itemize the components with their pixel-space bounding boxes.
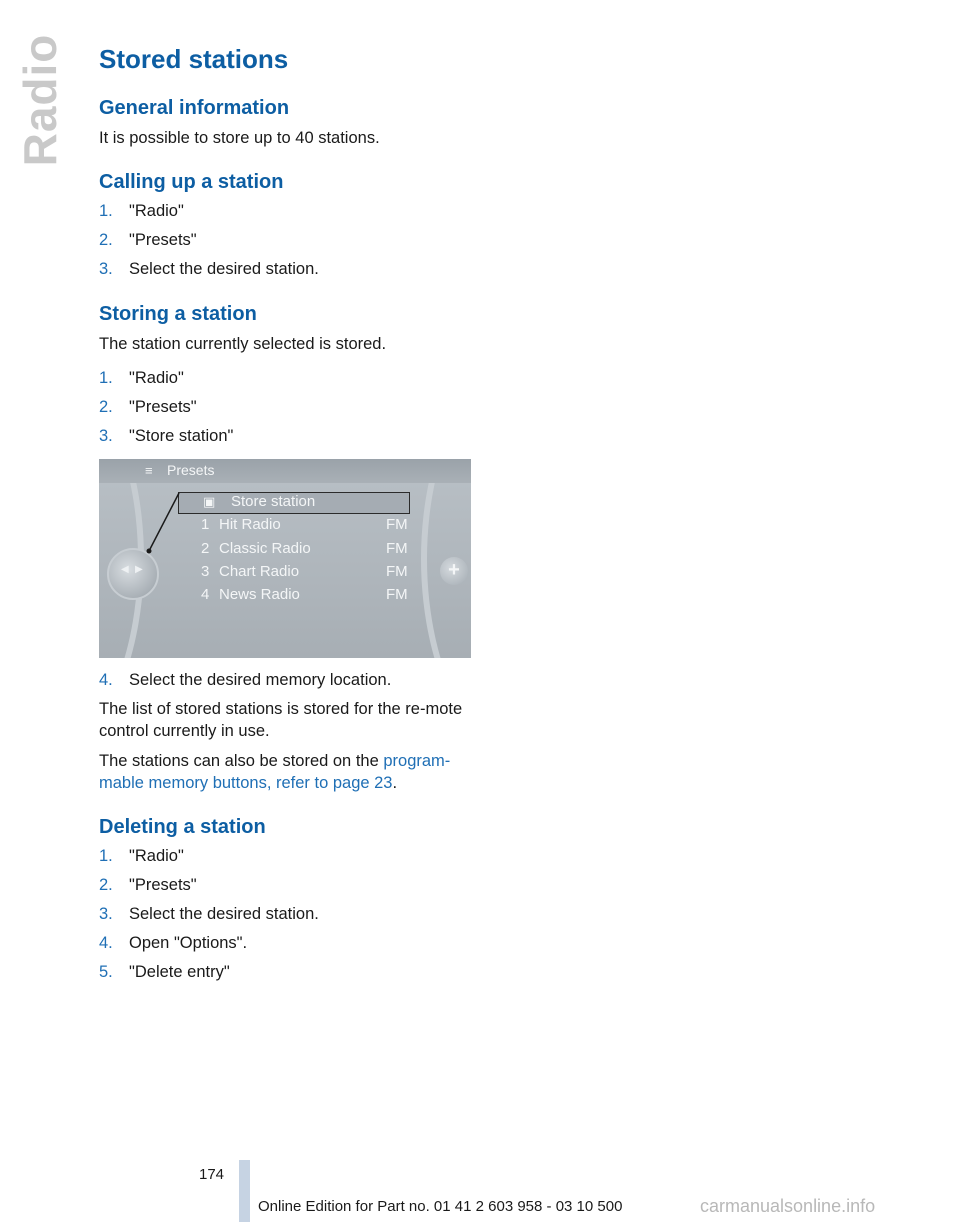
page-reference-link[interactable]: program-mable memory buttons, refer to page 23 [99, 752, 451, 792]
preset-row: 3 Chart Radio [201, 563, 300, 580]
store-station-label: Store station [231, 493, 316, 510]
deleting-step: 5. "Delete entry" [99, 963, 230, 981]
storing-text: The station currently selected is stored. [99, 335, 387, 353]
storing-step: 3. "Store station" [99, 427, 234, 445]
preset-row: 4 News Radio [201, 586, 300, 603]
page-title: Stored stations [99, 44, 289, 74]
footer-edition-text: Online Edition for Part no. 01 41 2 603 958 - 03 10 500 [258, 1198, 623, 1215]
storing-step: 1. "Radio" [99, 369, 184, 387]
deleting-step: 4. Open "Options". [99, 934, 248, 952]
deleting-step: 2. "Presets" [99, 876, 197, 894]
storing-step: 4. Select the desired memory location. [99, 671, 392, 689]
radio-icon: ≡ [145, 463, 153, 478]
preset-row: 2 Classic Radio [201, 540, 311, 557]
left-arrow-icon: ◀ [121, 564, 129, 575]
preset-band: FM [386, 586, 408, 603]
heading-storing: Storing a station [99, 303, 257, 325]
calling-step: 2. "Presets" [99, 231, 197, 249]
general-text: It is possible to store up to 40 stations. [99, 129, 380, 147]
callout-line [99, 459, 471, 658]
heading-calling-up: Calling up a station [99, 171, 284, 193]
idrive-screen-illustration [99, 459, 471, 658]
calling-step: 3. Select the desired station. [99, 260, 319, 278]
preset-band: FM [386, 540, 408, 557]
preset-row: 1 Hit Radio [201, 516, 281, 533]
heading-general-information: General information [99, 97, 290, 119]
store-icon: ▣ [203, 494, 216, 509]
right-arrow-icon: ▶ [135, 564, 143, 575]
page-number: 174 [199, 1166, 225, 1183]
chapter-tab [14, 33, 66, 167]
storing-note-buttons: The stations can also be stored on the program-mable memory buttons, refer to page 23. [99, 752, 451, 792]
storing-step: 2. "Presets" [99, 398, 197, 416]
watermark: carmanualsonline.info [700, 1196, 876, 1216]
preset-band: FM [386, 563, 408, 580]
storing-note-remote: The list of stored stations is stored for the re-mote control currently in use. [99, 700, 463, 740]
deleting-step: 3. Select the desired station. [99, 905, 319, 923]
calling-step: 1. "Radio" [99, 202, 184, 220]
screen-title: Presets [167, 462, 215, 478]
heading-deleting: Deleting a station [99, 816, 266, 838]
deleting-step: 1. "Radio" [99, 847, 184, 865]
footer-bar [239, 1160, 250, 1222]
plus-icon: + [440, 557, 468, 585]
preset-band: FM [386, 516, 408, 533]
chapter-tab-label: Radio [14, 33, 66, 167]
